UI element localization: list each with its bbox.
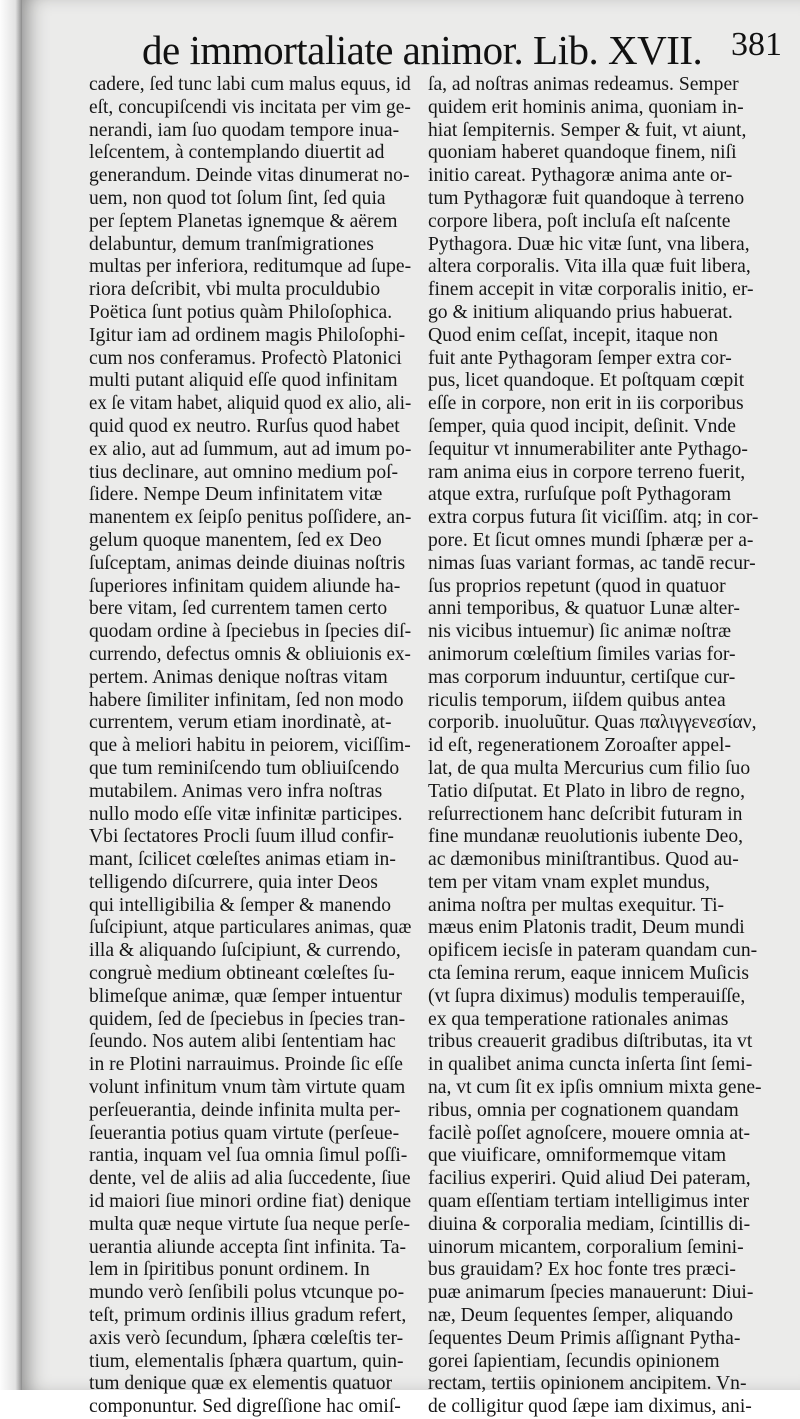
text-line: quid quod ex neutro. Rurſus quod habet (89, 415, 400, 437)
text-line: lat, de qua multa Mercurius cum filio ſuo (428, 757, 751, 779)
text-line: ſuperiores infinitam quidem aliunde ha- (89, 575, 401, 597)
text-line: mundo verò ſenſibili polus vtcunque po- (89, 1282, 405, 1304)
text-line: pus, licet quandoque. Et poſtquam cœpit (428, 370, 745, 392)
text-line: mas corporum induuntur, certiſque cur- (428, 666, 736, 688)
text-line: quam eſſentiam tertiam intelligimus inter (428, 1191, 750, 1213)
text-line: nis vicibus intuemur) ſic animæ noſtræ (428, 621, 732, 643)
text-line: habere ſimiliter infinitam, ſed non modo (89, 689, 404, 711)
text-line: (vt ſupra diximus) modulis temperauiſſe, (428, 985, 746, 1007)
text-line: cum nos conferamus. Profectò Platonici (89, 347, 402, 369)
text-line: multa quæ neque virtute ſua neque perſe- (89, 1213, 411, 1235)
text-line: ſeundo. Nos autem alibi ſententiam hac (89, 1031, 396, 1053)
text-line: nullo modo eſſe vitæ infinitæ participes. (89, 803, 403, 825)
text-line: Tatio diſputat. Et Plato in libro de regno, (428, 780, 745, 802)
text-line: que viuificare, omniformemque vitam (428, 1145, 727, 1167)
text-line: nerandi, iam ſuo quodam tempore inua- (89, 119, 400, 141)
text-line: ſuſcipiunt, atque particulares animas, quæ (89, 917, 412, 939)
text-line: eſt, concupiſcendi vis incitata per vim ge- (89, 96, 411, 118)
text-line: ac dæmonibus miniſtrantibus. Quod au- (428, 849, 739, 871)
text-line: bere vitam, ſed currentem tamen certo (89, 598, 388, 620)
text-line: go & initium aliquando prius habuerat. (428, 301, 733, 323)
text-line: fine mundanæ reuolutionis iubente Deo, (428, 826, 744, 848)
text-line: currentem, verum etiam inordinatè, at- (89, 712, 392, 734)
text-line: reſurrectionem hanc deſcribit futuram in (428, 803, 743, 825)
text-line: delabuntur, demum tranſmigrationes (89, 233, 374, 255)
text-line: generandum. Deinde vitas dinumerat no- (89, 165, 410, 187)
text-line: gelum quoque manentem, ſed ex Deo (89, 529, 382, 551)
text-line: bus grauidam? Ex hoc fonte tres præci- (428, 1259, 736, 1281)
text-line: pertem. Animas denique noſtras vitam (89, 666, 388, 688)
text-line: facilè poſſet agnoſcere, mouere omnia at- (428, 1122, 751, 1144)
binding-shadow (0, 0, 22, 1390)
text-line: per ſeptem Planetas ignemque & aërem (89, 210, 398, 232)
text-line: id maiori ſiue minori ordine fiat) denique (89, 1191, 412, 1213)
text-line: perſeuerantia, deinde infinita multa per- (89, 1099, 401, 1121)
text-line: hiat ſempiternis. Semper & fuit, vt aiunt, (428, 119, 747, 141)
text-line: ex alio, aut ad ſummum, aut ad imum po- (89, 438, 412, 460)
text-line: congruè medium obtineant cœleſtes ſu- (89, 963, 395, 985)
text-line: rantia, inquam vel ſua omnia ſimul poſſi- (89, 1145, 408, 1167)
text-line: dente, vel de aliis ad alia ſuccedente, ſiue (89, 1168, 411, 1190)
text-line: mutabilem. Animas vero infra noſtras (89, 780, 383, 802)
text-line: fuit ante Pythagoram ſemper extra cor- (428, 347, 732, 369)
text-line: Pythagora. Duæ hic vitæ ſunt, vna libera, (428, 233, 750, 255)
text-line: currendo, defectus omnis & obliuionis ex- (89, 643, 411, 665)
text-line: altera corporalis. Vita illa quæ fuit libera, (428, 256, 751, 278)
text-line: pore. Et ſicut omnes mundi ſphæræ per a- (428, 529, 754, 551)
text-line: que à meliori habitu in peiorem, viciſſim- (89, 735, 411, 757)
text-line: tium, elementalis ſphæra quartum, quin- (89, 1350, 404, 1372)
text-line: facilius experiri. Quid aliud Dei pateram, (428, 1168, 751, 1190)
text-line: riculis temporum, iiſdem quibus antea (428, 689, 726, 711)
text-line: næ, Deum ſequentes ſemper, aliquando (428, 1305, 734, 1327)
text-line: ſidere. Nempe Deum infinitatem vitæ (89, 484, 383, 506)
text-line: leſcentem, à contemplando diuertit ad (89, 142, 385, 164)
text-line: atque extra, rurſuſque poſt Pythagoram (428, 484, 732, 506)
text-line: ſequentes Deum Primis aſſignant Pytha- (428, 1327, 741, 1349)
text-line: multi putant aliquid eſſe quod infinitam (89, 370, 398, 392)
text-line: Igitur iam ad ordinem magis Philoſophi- (89, 324, 406, 346)
text-line: axis verò ſecundum, ſphæra cœleſtis ter- (89, 1327, 404, 1349)
text-line: teſt, primum ordinis illius gradum refert, (89, 1305, 407, 1327)
text-line: ribus, omnia per cognationem quandam (428, 1099, 739, 1121)
text-line: uerantia aliunde accepta ſint infinita. Ta- (89, 1236, 407, 1258)
text-line: Vbi ſectatores Procli ſuum illud confir- (89, 826, 394, 848)
text-line: ex qua temperatione rationales animas (428, 1008, 729, 1030)
text-line: qui intelligibilia & ſemper & manendo (89, 894, 392, 916)
text-line: tem per vitam vnam explet mundus, (428, 871, 710, 893)
text-line: quidem erit hominis anima, quoniam in- (428, 96, 744, 118)
text-line: id eſt, regenerationem Zoroaſter appel- (428, 735, 732, 757)
text-line: uinorum micantem, corporalium ſemini- (428, 1236, 744, 1258)
text-line: quodam ordine à ſpeciebus in ſpecies diſ- (89, 621, 412, 643)
text-line: corporib. inuoluũtur. Quas παλιγγενεσίαν, (428, 712, 757, 734)
text-line: tum denique quæ ex elementis quatuor (89, 1373, 393, 1395)
text-line: in re Plotini narrauimus. Proinde ſic eſſe (89, 1054, 403, 1076)
text-line: in qualibet anima cuncta inſerta ſint ſemi- (428, 1054, 753, 1076)
text-line: tribus creauerit gradibus diſtributas, ita vt (428, 1031, 753, 1053)
text-line: tum Pythagoræ fuit quandoque à terreno (428, 187, 745, 209)
text-line: Poëtica ſunt potius quàm Philoſophica. (89, 301, 393, 323)
text-line: ſa, ad noſtras animas redeamus. Semper (428, 74, 739, 95)
text-line: cadere, ſed tunc labi cum malus equus, id (89, 74, 411, 95)
text-line: corpore libera, poſt incluſa eſt naſcente (428, 210, 731, 232)
text-line: nimas ſuas variant formas, ac tandē recur- (428, 552, 756, 574)
text-line: tius declinare, aut omnino medium poſ- (89, 461, 399, 483)
text-line: quoniam haberet quandoque finem, niſi (428, 142, 737, 164)
text-line: componuntur. Sed digreſſione hac omiſ- (89, 1396, 401, 1418)
text-line: multas per inferiora, reditumque ad ſupe- (89, 256, 412, 278)
text-line: diuina & corporalia mediam, ſcintillis di- (428, 1213, 751, 1235)
text-line: opificem iecisſe in pateram quandam cun- (428, 940, 758, 962)
text-line: telligendo diſcurrere, quia inter Deos (89, 871, 378, 893)
text-line: eſſe in corpore, non erit in iis corporibus (428, 393, 744, 415)
text-line: puæ animarum ſpecies manauerunt: Diui- (428, 1282, 754, 1304)
text-line: ſeuerantia potius quam virtute (perſeue- (89, 1122, 400, 1144)
text-line: blimeſque animæ, quæ ſemper intuentur (89, 985, 402, 1007)
running-title: de immortaliate animor. Lib. XVII. (142, 27, 703, 73)
page-number: 381 (731, 26, 782, 63)
text-line: anima noſtra per multas exequitur. Ti- (428, 894, 725, 916)
text-line: ram anima eius in corpore terreno fuerit, (428, 461, 746, 483)
text-line: animorum cœleſtium ſimiles varias for- (428, 643, 736, 665)
text-line: volunt infinitum vnum tàm virtute quam (89, 1077, 406, 1099)
right-text-column (428, 74, 768, 1419)
text-line: extra corpus futura ſit viciſſim. atq; in cor- (428, 507, 759, 529)
text-line: ſus proprios repetunt (quod in quatuor (428, 575, 726, 597)
text-line: Quod enim ceſſat, incepit, itaque non (428, 324, 719, 346)
text-line: quidem, ſed de ſpeciebus in ſpecies tran- (89, 1008, 406, 1030)
text-line: initio careat. Pythagoræ anima ante or- (428, 165, 733, 187)
text-line: ex ſe vitam habet, aliquid quod ex alio, ali- (89, 393, 412, 415)
text-line: na, vt cum ſit ex ipſis omnium mixta gene- (428, 1077, 762, 1099)
text-line: riora deſcribit, vbi multa proculdubio (89, 279, 381, 301)
text-line: ſemper, quia quod incipit, deſinit. Vnde (428, 415, 736, 437)
text-line: uem, non quod tot ſolum ſint, ſed quia (89, 187, 386, 209)
text-line: que tum reminiſcendo tum obliuiſcendo (89, 757, 400, 779)
text-line: mæus enim Platonis tradit, Deum mundi (428, 917, 745, 939)
left-text-column (89, 74, 411, 1419)
text-line: ſuſceptam, animas deinde diuinas noſtris (89, 552, 406, 574)
text-line: anni temporibus, & quatuor Lunæ alter- (428, 598, 740, 620)
text-line: finem accepit in vitæ corporalis initio, er- (428, 279, 754, 301)
text-line: mant, ſcilicet cœleſtes animas etiam in- (89, 849, 396, 871)
text-line: ſequitur vt innumerabiliter ante Pythago- (428, 438, 748, 460)
text-line: manentem ex ſeipſo penitus poſſidere, an- (89, 507, 412, 529)
text-line: illa & aliquando ſuſcipiunt, & currendo, (89, 940, 401, 962)
text-line: lem in ſpiritibus ponunt ordinem. In (89, 1259, 370, 1281)
text-line: cta ſemina rerum, eaque innicem Muſicis (428, 963, 750, 985)
text-line: gorei ſapientiam, ſecundis opinionem (428, 1350, 720, 1372)
text-line: de colligitur quod ſæpe iam diximus, ani- (428, 1396, 752, 1418)
text-line: rectam, tertiis opinionem ancipitem. Vn- (428, 1373, 747, 1395)
